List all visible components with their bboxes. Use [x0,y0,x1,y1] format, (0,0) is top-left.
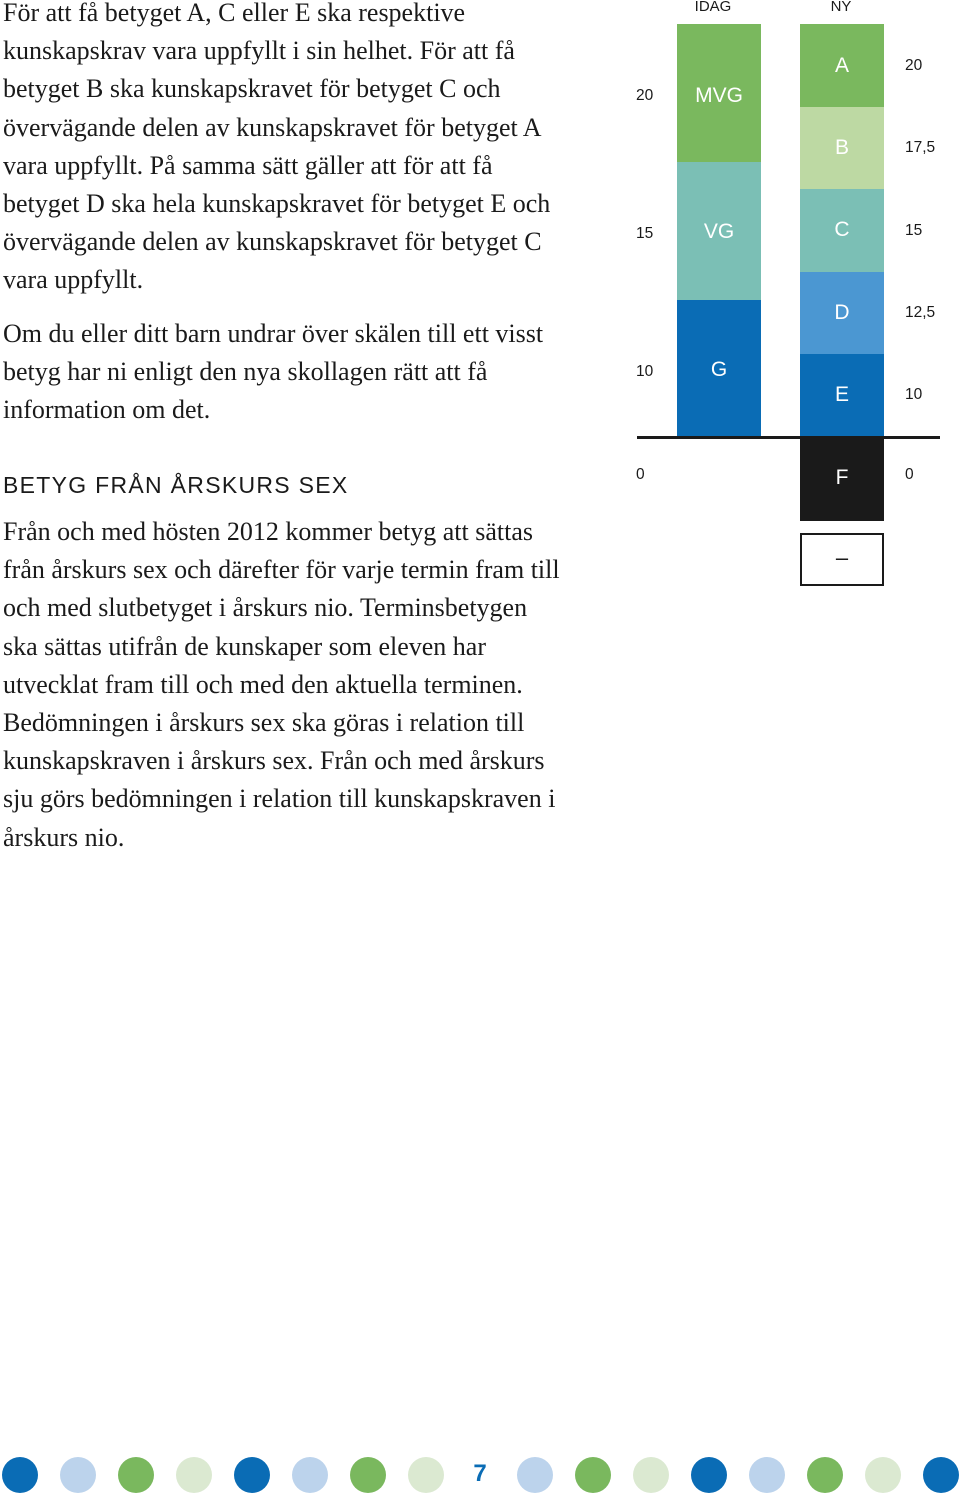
idag-tick-20: 20 [636,87,654,104]
ny-bar-label: F [835,466,849,489]
section-heading: BETYG FRÅN ÅRSKURS SEX [3,472,349,498]
ny-bar-label: E [834,383,849,406]
footer-dot [575,1457,611,1493]
ny-tick-15: 15 [905,222,923,239]
idag-bar-g [677,300,761,436]
ny-bar-a [800,24,884,107]
footer-dot [176,1457,212,1493]
ny-tick-17-5: 17,5 [905,139,936,156]
footer-dot [865,1457,901,1493]
footer-dot [118,1457,154,1493]
ny-tick-10: 10 [905,386,923,403]
idag-bar-vg [677,162,761,300]
ny-bar-b [800,107,884,189]
footer-dot [234,1457,270,1493]
idag-tick-0: 0 [636,466,645,483]
page-number: 7 [473,1460,487,1487]
ny-tick-12-5: 12,5 [905,304,936,321]
ny-bar-label: C [834,218,850,241]
body-paragraph-grading-rules: För att få betyget A, C eller E ska respektive kunskapskrav vara uppfyllt i sin helhet. För att få betyget B ska kunskapskravet för betyget C och övervägande delen av kunskapskravet för betyget A vara uppfyllt. På samma sätt gäller att för att få betyget D ska hela kunskapskravet för betyget E och övervägande delen av kunskapskravet för betyget C vara uppfyllt. [3,0,551,295]
footer-dot [2,1457,38,1493]
ny-bar-c [800,189,884,272]
column-header-idag: IDAG [694,0,732,15]
idag-tick-10: 10 [636,363,654,380]
ny-bar-f [800,439,884,521]
ny-tick-0: 0 [905,466,914,483]
footer-dot [517,1457,553,1493]
footer-dot [350,1457,386,1493]
footer-dot [807,1457,843,1493]
ny-bar-label: D [834,301,850,324]
idag-bar-label: VG [703,220,735,243]
footer-dot [923,1457,959,1493]
footer-dot [408,1457,444,1493]
ny-bar-label: A [834,54,849,77]
ny-tick-20: 20 [905,57,923,74]
footer-dot [60,1457,96,1493]
ny-bar-label: B [834,136,849,159]
body-paragraph-information-right: Om du eller ditt barn undrar över skälen till ett visst betyg har ni enligt den nya skollagen rätt att få information om det. [3,319,544,425]
footer-dot [691,1457,727,1493]
no-grade-dash-box: – [800,533,884,586]
ny-bar-d [800,272,884,354]
idag-bar-label: MVG [695,84,743,107]
idag-bar-label: G [710,358,728,381]
idag-bar-mvg [677,24,761,162]
footer-dot [292,1457,328,1493]
column-header-ny: NY [830,0,852,15]
footer-dot [749,1457,785,1493]
body-paragraph-grade-six: Från och med hösten 2012 kommer betyg att sättas från årskurs sex och därefter för varje termin fram till och med slutbetyget i årskurs nio. Terminsbetygen ska sättas utifrån de kunskaper som eleven har utvecklat fram till och med den aktuella terminen. Bedömningen i årskurs sex ska göras i relation till kunskapskraven i årskurs sex. Från och med årskurs sju görs bedömningen i relation till kunskapskraven i årskurs nio. [3,517,560,852]
idag-tick-15: 15 [636,225,654,242]
ny-bar-e [800,354,884,436]
chart-baseline [637,436,940,439]
footer-dot [633,1457,669,1493]
